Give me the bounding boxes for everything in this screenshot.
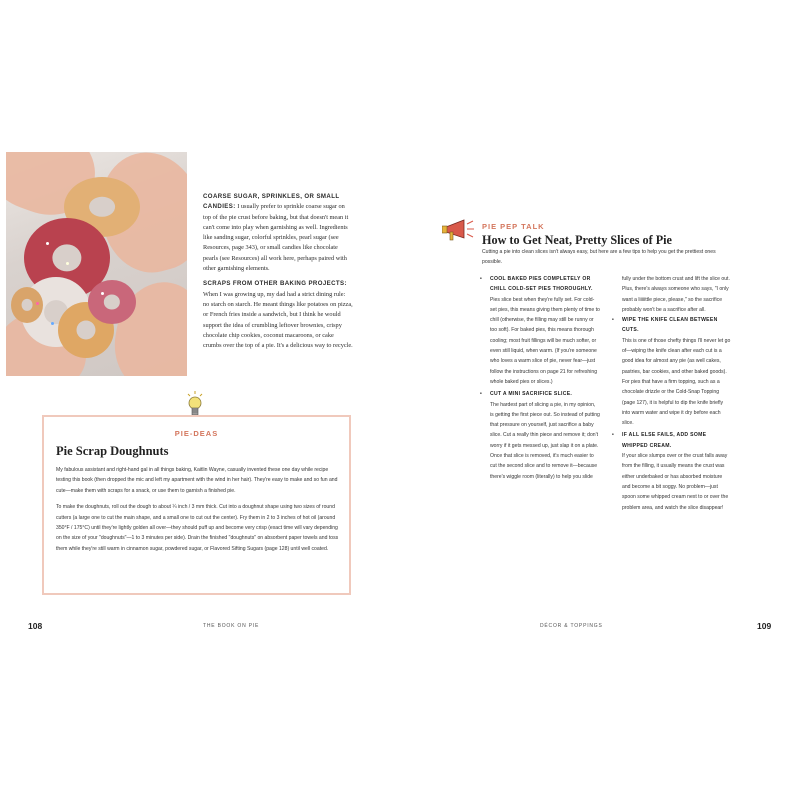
paragraph-scraps: SCRAPS FROM OTHER BAKING PROJECTS: When I was growing up, my dad had a strict dining rule: no starch on starch. He meant things like potatoes on pizza, or French fries inside a sandwich, but I think he would support the idea of crumbling leftover brownies, crispy chocolate chip cookies, coconut macaroons, or cake crumbs over the top of a pie. It's a delicious way to recycle.: [203, 280, 353, 350]
tip-body: The hardest part of slicing a pie, in my opinion, is getting the first piece out. So instead of putting that pressure on yourself, just sacrifice a baby slice. Cut a really thin piece and remove it; don't worry if it gets messed up, just slap it on a plate. Once that slice is removed, it's much easier to cut the second slice and to remove it—because there's wiggle room (literally) to help you slide: [490, 401, 600, 480]
tip-heading: IF ALL ELSE FAILS, ADD SOME WHIPPED CREAM.: [622, 432, 707, 449]
tip-body: This is one of those chefty things I'll never let go of—wiping the knife clean after each cut is a good idea for almost any pie (as well cakes, pastries, bar cookies, and other baked goods). For pies that have a firm topping, such as a chocolate drizzle or the Cold-Snap Topping (page 127), it is helpful to dip the knife briefly into warm water and wipe it dry before each slice.: [622, 337, 731, 427]
pie-deas-title: Pie Scrap Doughnuts: [56, 444, 169, 458]
tip-item: [480, 389, 600, 482]
running-head-right: DÉCOR & TOPPINGS: [540, 623, 603, 629]
doughnut-photo: [6, 152, 187, 376]
bullet: •: [480, 391, 482, 398]
pie-pep-talk-title: How to Get Neat, Pretty Slices of Pie: [482, 233, 672, 247]
pie-deas-body: [56, 465, 339, 560]
pie-deas-label: PIE-DEAS: [174, 429, 219, 438]
bullet: •: [612, 317, 614, 324]
tip-heading: WIPE THE KNIFE CLEAN BETWEEN CUTS.: [622, 317, 718, 334]
megaphone-icon: [442, 218, 476, 244]
paragraph-coarse-sugar: COARSE SUGAR, SPRINKLES, OR SMALL CANDIES: I usually prefer to sprinkle coarse sugar on top of the pie crust before baking, but that doesn't mean it can't come into play when garnishing as well. Ingredients like sanding sugar, colorful sprinkles, pearl sugar (see Resources, page 343), or small candies like chocolate pearls (see Resources) all work here, perhaps paired with other garnishing elements.: [203, 193, 349, 273]
tip-body: Pies slice best when they're fully set. For cold-set pies, this means giving them plenty of time to chill (otherwise, the filling may still be runny or too soft). For baked pies, this means thorough cooling; most fruit fillings will be much softer, or even still liquid, when warm. (If you're someone who loves a warm slice of pie, never fear—just follow the instructions on page 21 for refreshing whole baked pies or slices.): [490, 296, 600, 385]
pie-deas-paragraph: To make the doughnuts, roll out the dough to about ¼ inch / 3 mm thick. Cut into a doughnut shape using two sizes of round cutters (a large one to cut the main shape, and a small one to cut out the center). Fry them in 2 to 3 inches of hot oil (around 350°F / 175°C) until they're lightly golden all over—they should puff up and become very crisp (exact time will vary depending on the size of your "doughnuts"—1 to 3 minutes per side). Drain the finished "doughnuts" on absorbent paper towels and toss them while they're still warm in cinnamon sugar, powdered sugar, or Flavored Sifting Sugars (page 128) until well coated.: [56, 504, 339, 552]
tip-heading: CUT A MINI SACRIFICE SLICE.: [490, 391, 573, 398]
tip-item: [480, 274, 600, 387]
bullet: •: [612, 432, 614, 439]
pie-pep-talk-intro: Cutting a pie into clean slices isn't always easy, but here are a few tips to help you get the prettiest ones possible.: [482, 249, 716, 266]
right-page: [400, 0, 800, 800]
tips-column-1: [480, 274, 600, 484]
tip-body: If your slice slumps over or the crust falls away from the filling, it usually means the crust was either underbaked or has absorbed moisture and become a bit soggy. No problem—just spoon some whipped cream next to or over the problem area, and watch the slice disappear!: [622, 453, 729, 511]
tip-item: [612, 315, 732, 428]
pie-deas-box: [42, 415, 351, 595]
page-number-left: 108: [28, 621, 43, 631]
pie-pep-talk-label: PIE PEP TALK: [482, 222, 545, 231]
running-head-left: THE BOOK ON PIE: [203, 623, 260, 629]
page-number-right: 109: [757, 621, 772, 631]
left-text-column: [203, 192, 353, 356]
tip-continued: fully under the bottom crust and lift the slice out. Plus, there's always someone who says, "I only want a liiiiittle piece, please," so the sacrifice probably won't be a sacrifice after all.: [622, 276, 730, 313]
tip-item: [612, 430, 732, 512]
tip-heading: COOL BAKED PIES COMPLETELY OR CHILL COLD-SET PIES THOROUGHLY.: [490, 276, 593, 293]
pie-deas-paragraph: My fabulous assistant and right-hand gal in all things baking, Kaitlin Wayne, casually invented these one day while recipe testing this book (then dropped the mic and left my apartment with the wind in her hair). They're easy to make and so fun and cute—make them with scraps for a snack, or use them to garnish a finished pie.: [56, 467, 338, 494]
tips-column-2: [612, 274, 732, 515]
bullet: •: [480, 276, 482, 282]
